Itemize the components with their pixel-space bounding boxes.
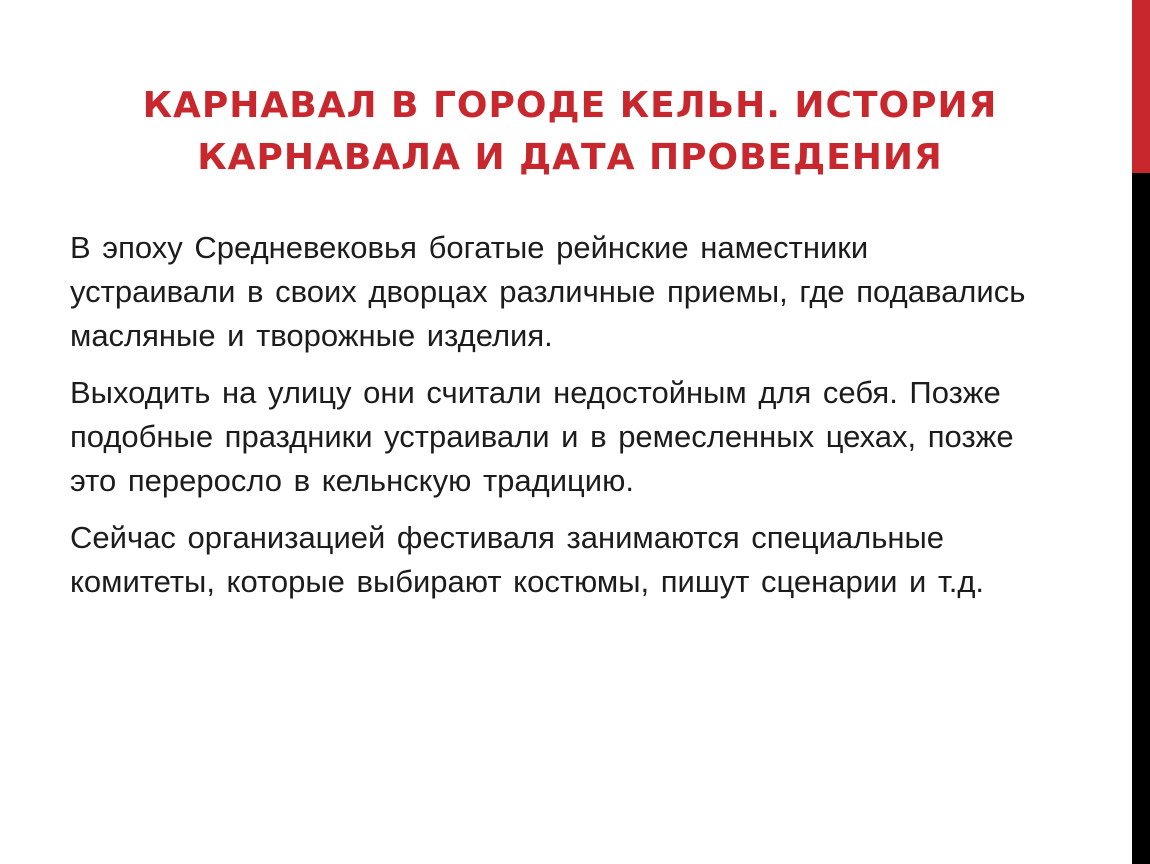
slide-title <box>70 80 1070 184</box>
slide-title-line-1: КАРНАВАЛ В ГОРОДЕ КЕЛЬН. ИСТОРИЯ <box>142 85 998 126</box>
side-accent-bar-black <box>1132 173 1150 864</box>
side-accent-bar-red <box>1132 0 1150 173</box>
slide-title-line-2: КАРНАВАЛА И ДАТА ПРОВЕДЕНИЯ <box>197 137 943 178</box>
paragraph-3: Сейчас организацией фестиваля занимаются специальные комитеты, которые выбирают костюмы, пишут сценарии и т.д. <box>70 520 985 599</box>
paragraph-1: В эпоху Средневековья богатые рейнские наместники устраивали в своих дворцах различные приемы, где подавались масляные и творожные изделия. <box>70 230 1026 353</box>
slide-body <box>70 226 1030 617</box>
side-accent-bar <box>1132 0 1150 864</box>
paragraph-2: Выходить на улицу они считали недостойным для себя. Позже подобные праздники устраивали и в ремесленных цехах, позже это переросло в кельнскую традицию. <box>70 375 1014 498</box>
